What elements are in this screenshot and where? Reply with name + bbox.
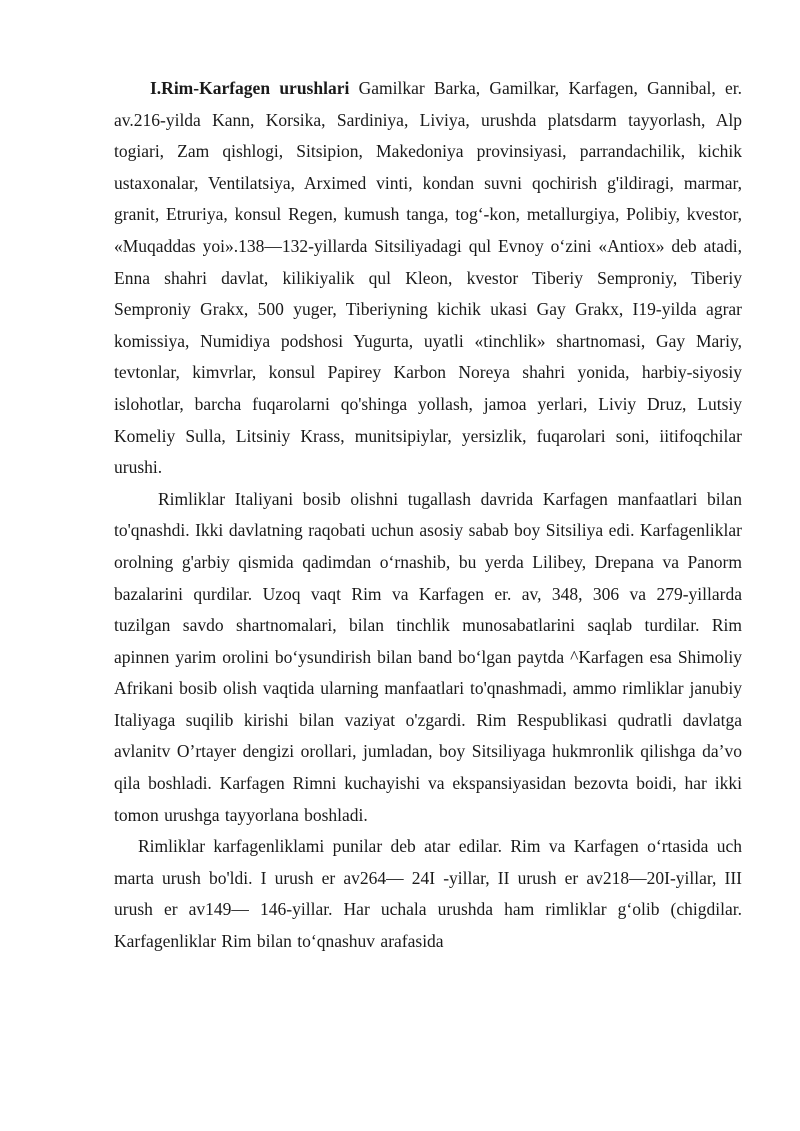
paragraph-1: [114, 73, 742, 484]
paragraph-2: Rimliklar Italiyani bosib olishni tugallash davrida Karfagen manfaatlari bilan to'qnashdi. Ikki davlatning raqobati uchun asosiy sabab boy Sitsiliya edi. Karfagenliklar orolning g'arbiy qismida qadimdan o‘rnashib, bu yerda Lilibey, Drepana va Panorm bazalarini qurdilar. Uzoq vaqt Rim va Karfagen er. av, 348, 306 va 279-yillarda tuzilgan savdo shartnomalari, bilan tinchlik munosabatlarini saqlab turdilar. Rim apinnen yarim orolini bo‘ysundirish bilan band bo‘lgan paytda ^Karfagen esa Shimoliy Afrikani bosib olish vaqtida ularning manfaatlari to'qnashmadi, ammo rimliklar janubiy Italiyaga suqilib kirishi bilan vaziyat o'zgardi. Rim Respublikasi qudratli davlatga avlanitv O’rtayer dengizi orollari, jumladan, boy Sitsiliyaga hukmronlik qilishga da’vo qila boshladi. Karfagen Rimni kuchayishi va ekspansiyasidan bezovta boidi, har ikki tomon urushga tayyorlana boshladi.: [114, 488, 742, 825]
paragraph-1-text: Gamilkar Barka, Gamilkar, Karfagen, Gannibal, er. av.216-yilda Kann, Korsika, Sardiniya, Liviya, urushda platsdarm tayyorlash, Alp togiari, Zam qishlogi, Sitsipion, Makedoniya provinsiyasi, parrandachilik, kichik ustaxonalar, Ventilatsiya, Arximed vinti, kondan suvni qochirish g'ildiragi, marmar, granit, Etruriya, konsul Regen, kumush tanga, tog‘-kon, metallurgiya, Polibiy, kvestor, «Muqaddas yoi».138—132-yillarda Sitsiliyadagi qul Evnoy o‘zini «Antiox» deb atadi, Enna shahri davlat, kilikiyalik qul Kleon, kvestor Tiberiy Semproniy, Tiberiy Semproniy Grakx, 500 yuger, Tiberiyning kichik ukasi Gay Grakx, I19-yilda agrar komissiya, Numidiya podshosi Yugurta, uyatli «tinchlik» shartnomasi, Gay Mariy, tevtonlar, kimvrlar, konsul Papirey Karbon Noreya shahri yonida, harbiy-siyosiy islohotlar, barcha fuqarolarni qo'shinga yollash, jamoa yerlari, Liviy Druz, Lutsiy Komeliy Sulla, Litsiniy Krass, munitsipiylar, yersizlik, fuqarolari soni, iitifoqchilar urushi.: [114, 78, 742, 478]
section-heading: I.Rim-Karfagen urushlari: [150, 78, 350, 98]
paragraph-3: Rimliklar karfagenliklami punilar deb atar edilar. Rim va Karfagen o‘rtasida uch marta urush bo'ldi. I urush er av264— 24I -yillar, II urush er av218—20I-yillar, III urush er av149— 146-yillar. Har uchala urushda ham rimliklar g‘olib (chigdilar. Karfagenliklar Rim bilan to‘qnashuv arafasida: [114, 836, 742, 952]
